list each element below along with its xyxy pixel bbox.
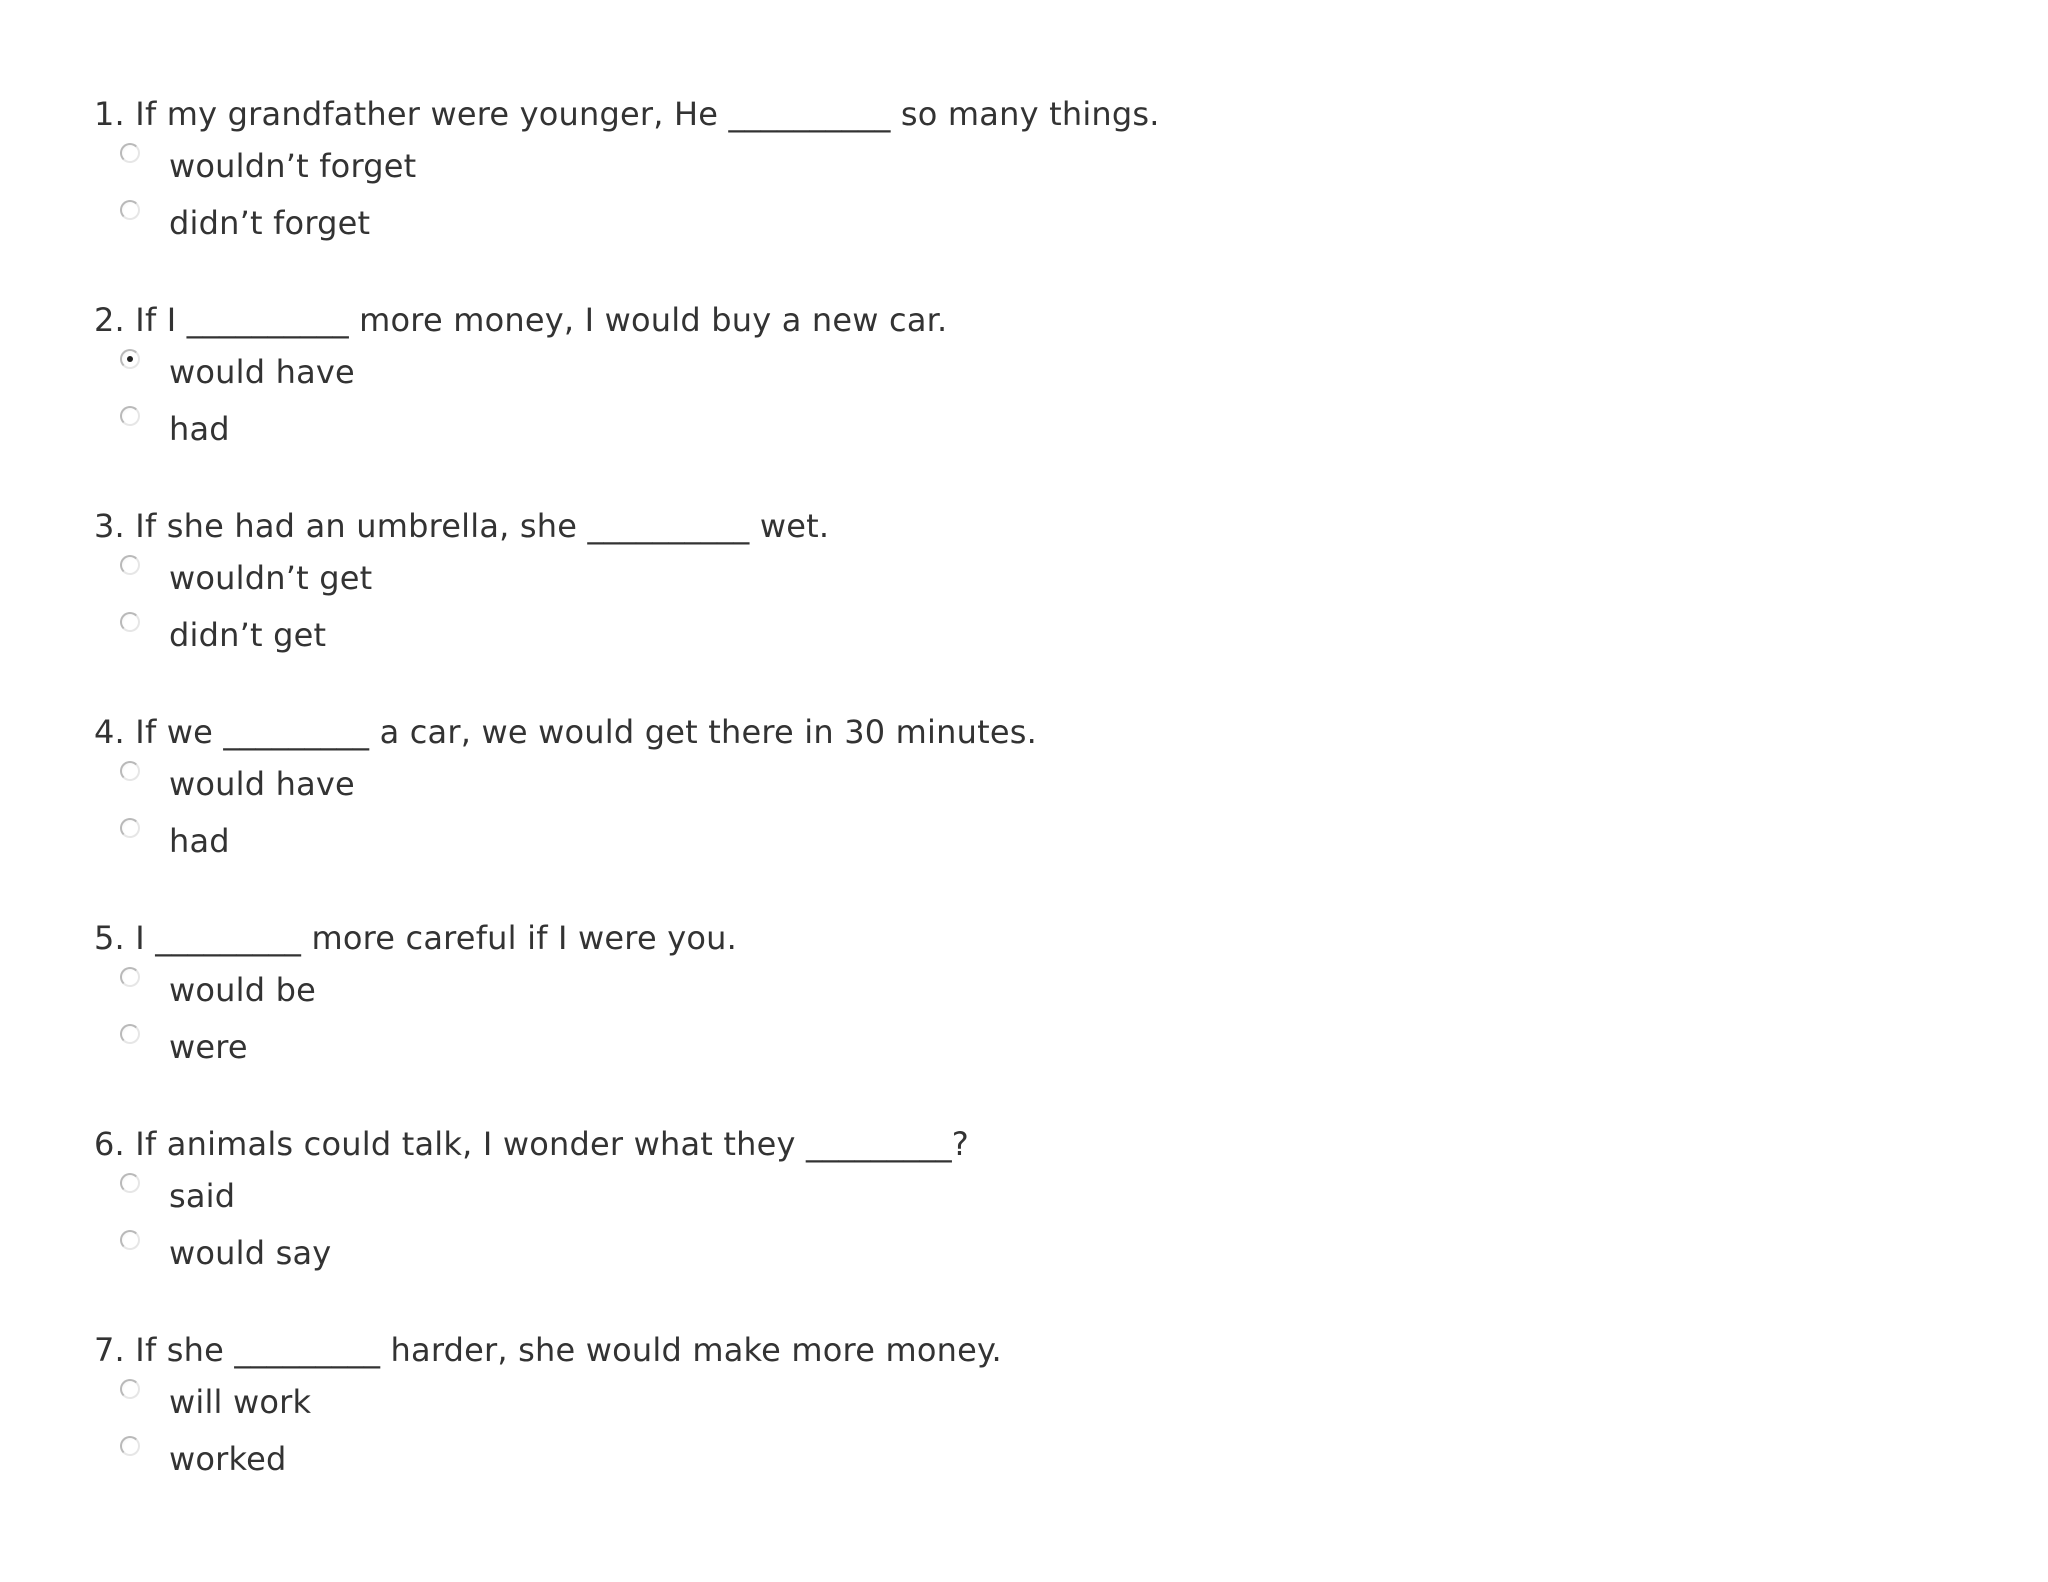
radio-button[interactable]: [120, 406, 140, 426]
question-text: 6. If animals could talk, I wonder what they _________?: [94, 1125, 969, 1163]
question-6: [94, 1120, 1994, 1282]
answer-label[interactable]: had: [169, 822, 230, 860]
answer-option[interactable]: [94, 1374, 1994, 1431]
answer-option[interactable]: [94, 756, 1994, 813]
question-7: [94, 1326, 1994, 1488]
radio-button[interactable]: [120, 555, 140, 575]
answer-option[interactable]: [94, 550, 1994, 607]
radio-button[interactable]: [120, 612, 140, 632]
question-text: 7. If she _________ harder, she would make more money.: [94, 1331, 1002, 1369]
question-2: [94, 296, 1994, 458]
answer-option[interactable]: [94, 607, 1994, 664]
radio-button[interactable]: [120, 967, 140, 987]
answer-option[interactable]: [94, 344, 1994, 401]
answer-label[interactable]: wouldn’t get: [169, 559, 373, 597]
answer-label[interactable]: didn’t forget: [169, 204, 371, 242]
answer-label[interactable]: would be: [169, 971, 317, 1009]
answer-label[interactable]: were: [169, 1028, 248, 1066]
answer-option[interactable]: [94, 195, 1994, 252]
radio-button[interactable]: [120, 1379, 140, 1399]
answer-label[interactable]: said: [169, 1177, 236, 1215]
radio-button[interactable]: [120, 143, 140, 163]
question-text: 5. I _________ more careful if I were you.: [94, 919, 737, 957]
answer-option[interactable]: [94, 1225, 1994, 1282]
radio-button[interactable]: [120, 761, 140, 781]
answer-option[interactable]: [94, 1431, 1994, 1488]
radio-button[interactable]: [120, 1173, 140, 1193]
question-text: 3. If she had an umbrella, she __________ wet.: [94, 507, 830, 545]
answer-label[interactable]: would say: [169, 1234, 332, 1272]
answer-label[interactable]: will work: [169, 1383, 312, 1421]
answer-option[interactable]: [94, 1168, 1994, 1225]
answer-label[interactable]: had: [169, 410, 230, 448]
answer-label[interactable]: wouldn’t forget: [169, 147, 417, 185]
radio-button[interactable]: [120, 200, 140, 220]
answer-option[interactable]: [94, 138, 1994, 195]
question-4: [94, 708, 1994, 870]
question-1: [94, 90, 1994, 252]
question-5: [94, 914, 1994, 1076]
question-3: [94, 502, 1994, 664]
answer-label[interactable]: didn’t get: [169, 616, 327, 654]
answer-label[interactable]: would have: [169, 353, 355, 391]
radio-button[interactable]: [120, 1230, 140, 1250]
answer-label[interactable]: would have: [169, 765, 355, 803]
radio-button[interactable]: [120, 818, 140, 838]
answer-option[interactable]: [94, 962, 1994, 1019]
radio-button[interactable]: [120, 349, 140, 369]
question-text: 4. If we _________ a car, we would get there in 30 minutes.: [94, 713, 1037, 751]
question-text: 2. If I __________ more money, I would buy a new car.: [94, 301, 948, 339]
answer-option[interactable]: [94, 813, 1994, 870]
answer-label[interactable]: worked: [169, 1440, 287, 1478]
question-text: 1. If my grandfather were younger, He __________ so many things.: [94, 95, 1160, 133]
radio-button[interactable]: [120, 1436, 140, 1456]
radio-button[interactable]: [120, 1024, 140, 1044]
answer-option[interactable]: [94, 1019, 1994, 1076]
quiz-container: [94, 90, 1994, 1532]
answer-option[interactable]: [94, 401, 1994, 458]
